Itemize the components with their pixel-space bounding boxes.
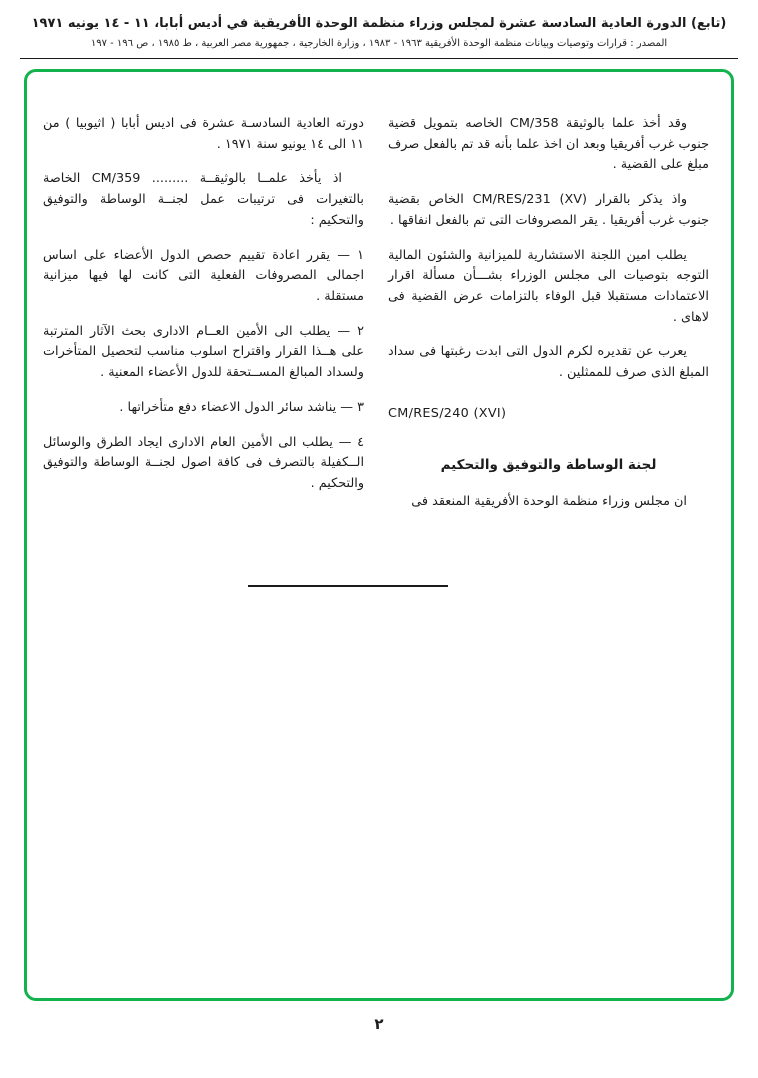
list-item-3: ٣ — يناشد سائر الدول الاعضاء دفع متأخراتها .: [119, 399, 364, 415]
page-header: [0, 0, 758, 59]
two-column-layout: [43, 114, 709, 527]
paragraph-council-of-ministers: ان مجلس وزراء منظمة الوحدة الأفريقية المنعقد فى: [411, 494, 687, 510]
paragraph-takes-note-cm359: اذ يأخذ علمــا بالوثيقــة ......... CM/359 الخاصة بالتغيرات فى ترتيبات عمل لجنــة الوساطة والتوفيق والتحكيم :: [43, 171, 364, 228]
section-heading-mediation-committee: لجنة الوساطة والتوفيق والتحكيم: [440, 456, 657, 473]
paragraph-recalls-cmres231: واذ يذكر بالقرار CM/RES/231 (XV) الخاص بقضية جنوب غرب أفريقيا . يقر المصروفات التى تم بالفعل انفاقها .: [388, 192, 709, 228]
document-frame: [24, 69, 734, 1001]
header-source: المصدر : قرارات وتوصيات وبيانات منظمة الوحدة الأفريقية ١٩٦٣ - ١٩٨٣ ، وزارة الخارجية ، جمهورية مصر العربية ، ط ١٩٨٥ ، ص ١٩٦ - ١٩٧: [90, 38, 668, 49]
page-number: ٢: [374, 1015, 384, 1033]
column-left: [43, 114, 364, 527]
column-right: [388, 114, 709, 527]
paragraph-expresses-appreciation: يعرب عن تقديره لكرم الدول التى ابدت رغبتها فى سداد المبلغ الذى صرف للممثلين .: [388, 344, 709, 381]
section-divider: [248, 585, 448, 587]
list-item-4: ٤ — يطلب الى الأمين العام الادارى ايجاد الطرق والوسائل الــكفيلة بالتصرف فى كافة اصول لجنــة الوساطة والتوفيق والتحكيم .: [43, 434, 364, 492]
list-item-1: ١ — يقرر اعادة تقييم حصص الدول الأعضاء على اساس اجمالى المصروفات الفعلية التى كانت لها فيها ميزانية مستقلة .: [43, 247, 364, 305]
header-title: (تابع) الدورة العادية السادسة عشرة لمجلس وزراء منظمة الوحدة الأفريقية في أديس أبابا، ١١ - ١٤ يونيه ١٩٧١: [31, 16, 727, 31]
list-item-2: ٢ — يطلب الى الأمين العــام الادارى بحث الآثار المترتبة على هــذا القرار واقتراح اسلوب مناسب لتحصيل المتأخرات ولسداد المبالغ المســتحقة للدول الأعضاء المعنية .: [43, 323, 364, 381]
paragraph-session-addis-ababa: دورته العادية السادسـة عشرة فى اديس أبابا ( اثيوبيا ) من ١١ الى ١٤ يونيو سنة ١٩٧١ .: [43, 116, 364, 152]
paragraph-took-note-cm358: وقد أخذ علما بالوثيقة CM/358 الخاصه بتمويل قضية جنوب غرب أفريقيا وبعد ان اخذ علما بأنه قد تم بالفعل صرف مبلغ على القضية .: [388, 116, 709, 173]
header-divider: [20, 58, 738, 59]
paragraph-requests-advisory-committee: يطلب امين اللجنة الاستشارية للميزانية والشئون المالية التوجه بتوصيات الى مجلس الوزراء بشـــأن مسألة اقرار الاعتمادات مستقبلا قبل الوفاء بالتزامات عرض القضية فى لاهاى .: [388, 247, 709, 325]
resolution-number: CM/RES/240 (XVI): [388, 405, 507, 421]
